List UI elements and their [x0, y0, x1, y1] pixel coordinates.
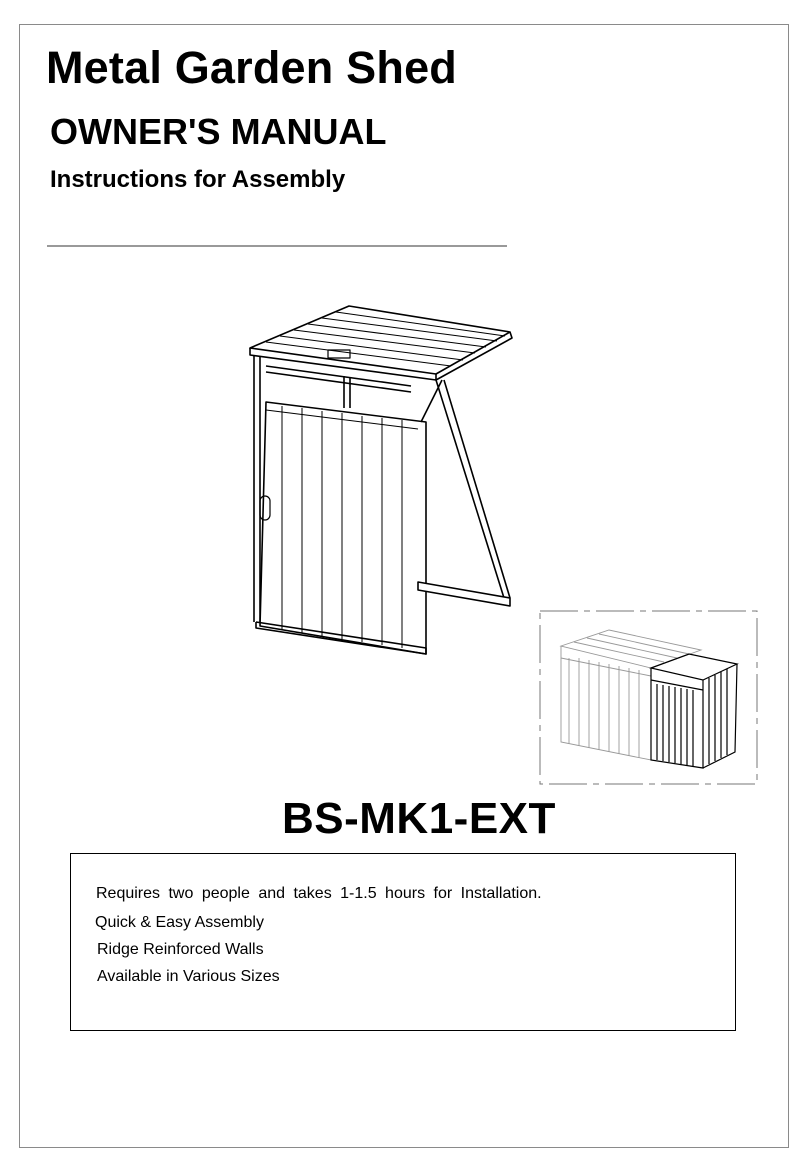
document-subtitle: OWNER'S MANUAL: [50, 111, 387, 152]
shed-extension-illustration: [246, 300, 518, 655]
feature-item: Quick & Easy Assembly: [95, 914, 264, 931]
document-title: Metal Garden Shed: [46, 42, 457, 93]
model-number: BS-MK1-EXT: [282, 794, 556, 843]
feature-item: Ridge Reinforced Walls: [97, 941, 264, 958]
feature-item: Available in Various Sizes: [97, 968, 280, 985]
divider: [47, 245, 507, 247]
feature-item: Requires two people and takes 1-1.5 hours for Installation.: [96, 885, 542, 902]
assembled-shed-inset: [539, 610, 758, 785]
feature-list-box: [70, 853, 736, 1031]
assembly-instructions-heading: Instructions for Assembly: [50, 166, 346, 193]
